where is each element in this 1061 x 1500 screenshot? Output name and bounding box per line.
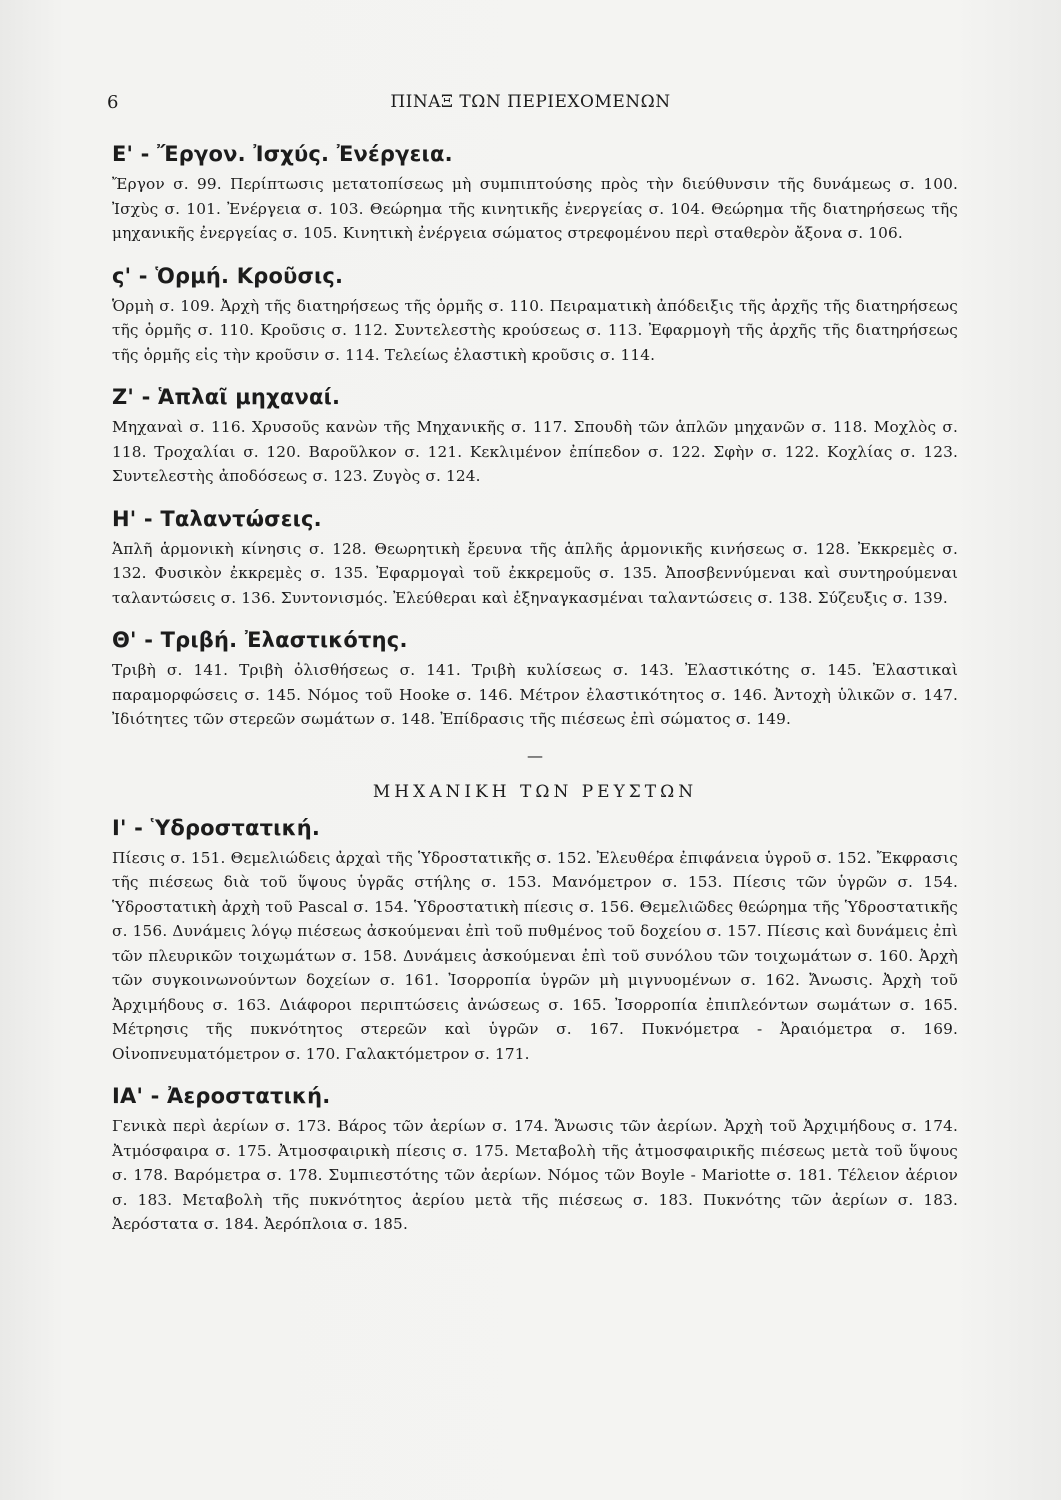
- page-number: 6: [107, 92, 119, 113]
- section-title: Ζ' - Ἁπλαῖ μηχαναί.: [112, 385, 341, 409]
- section-title: Η' - Ταλαντώσεις.: [112, 506, 322, 531]
- part-divider: —: [527, 745, 543, 765]
- toc-section: [112, 142, 958, 246]
- toc-section: [112, 1084, 958, 1237]
- section-title: ΙΑ' - Ἀεροστατική.: [112, 1084, 331, 1108]
- section-body: Ἁπλῆ ἁρμονικὴ κίνησις σ. 128. Θεωρητικὴ ἔρευνα τῆς ἁπλῆς ἁρμονικῆς κινήσεως σ. 128. Ἐκκρεμὲς σ. 132. Φυσικὸν ἐκκρεμὲς σ. 135. Ἐφαρμογαὶ τοῦ ἐκκρεμοῦς σ. 135. Ἀποσβεννύμεναι καὶ συντηρούμεναι ταλαντώσεις σ. 136. Συντονισμός. Ἐλεύθεραι καὶ ἐξηναγκασμέναι ταλαντώσεις σ. 138. Σύζευξις σ. 139.: [112, 539, 958, 607]
- toc-section: [112, 507, 958, 611]
- toc-section: [112, 816, 958, 1067]
- section-title: ς' - Ὁρμή. Κροῦσις.: [112, 263, 344, 288]
- section-title: Θ' - Τριβή. Ἐλαστικότης.: [112, 628, 408, 652]
- table-of-contents: [112, 142, 958, 1255]
- section-title: Ε' - Ἔργον. Ἰσχύς. Ἐνέργεια.: [112, 142, 453, 166]
- section-body: Ἔργον σ. 99. Περίπτωσις μετατοπίσεως μὴ συμπιπτούσης πρὸς τὴν διεύθυνσιν τῆς δυνάμεως σ. 100. Ἰσχὺς σ. 101. Ἐνέργεια σ. 103. Θεώρημα τῆς κινητικῆς ἐνεργείας σ. 104. Θεώρημα τῆς διατηρήσεως τῆς μηχανικῆς ἐνεργείας σ. 105. Κινητικὴ ἐνέργεια σώματος στρεφομένου περὶ σταθερὸν ἄξονα σ. 106.: [112, 175, 958, 242]
- section-title: Ι' - Ὑδροστατική.: [112, 815, 321, 840]
- section-body: Πίεσις σ. 151. Θεμελιώδεις ἀρχαὶ τῆς Ὑδροστατικῆς σ. 152. Ἐλευθέρα ἐπιφάνεια ὑγροῦ σ. 152. Ἔκφρασις τῆς πιέσεως διὰ τοῦ ὕψους ὑγρᾶς στήλης σ. 153. Μανόμετρον σ. 153. Πίεσις τῶν ὑγρῶν σ. 154. Ὑδροστατικὴ ἀρχὴ τοῦ Pascal σ. 154. Ὑδροστατικὴ πίεσις σ. 156. Θεμελιῶδες θεώρημα τῆς Ὑδροστατικῆς σ. 156. Δυνάμεις λόγῳ πιέσεως ἀσκούμεναι ἐπὶ τοῦ πυθμένος τοῦ δοχείου σ. 157. Πίεσις καὶ δυνάμεις ἐπὶ τῶν πλευρικῶν τοιχωμάτων σ. 158. Δυνάμεις ἀσκούμεναι ἐπὶ τοῦ συνόλου τῶν τοιχωμάτων σ. 160. Ἀρχὴ τῶν συγκοινωνούντων δοχείων σ. 161. Ἰσορροπία ὑγρῶν μὴ μιγνυομένων σ. 162. Ἄνωσις. Ἀρχὴ τοῦ Ἀρχιμήδους σ. 163. Διάφοροι περιπτώσεις ἀνώσεως σ. 165. Ἰσορροπία ἐπιπλεόντων σωμάτων σ. 165. Μέτρησις τῆς πυκνότητος στερεῶν καὶ ὑγρῶν σ. 167. Πυκνόμετρα - Ἀραιόμετρα σ. 169. Οἰνοπνευματόμετρον σ. 170. Γαλακτόμετρον σ. 171.: [112, 848, 958, 1063]
- section-body: Τριβὴ σ. 141. Τριβὴ ὀλισθήσεως σ. 141. Τριβὴ κυλίσεως σ. 143. Ἐλαστικότης σ. 145. Ἐλαστικαὶ παραμορφώσεις σ. 145. Νόμος τοῦ Hooke σ. 146. Μέτρον ἐλαστικότητος σ. 146. Ἀντοχὴ ὑλικῶν σ. 147. Ἰδιότητες τῶν στερεῶν σωμάτων σ. 148. Ἐπίδρασις τῆς πιέσεως ἐπὶ σώματος σ. 149.: [112, 661, 958, 728]
- toc-section: [112, 385, 958, 489]
- section-body: Μηχαναὶ σ. 116. Χρυσοῦς κανὼν τῆς Μηχανικῆς σ. 117. Σπουδὴ τῶν ἁπλῶν μηχανῶν σ. 118. Μοχλὸς σ. 118. Τροχαλίαι σ. 120. Βαροῦλκον σ. 121. Κεκλιμένον ἐπίπεδον σ. 122. Σφὴν σ. 122. Κοχλίας σ. 123. Συντελεστὴς ἀποδόσεως σ. 123. Ζυγὸς σ. 124.: [112, 418, 958, 485]
- toc-section: [112, 264, 958, 368]
- section-body: Ὁρμὴ σ. 109. Ἀρχὴ τῆς διατηρήσεως τῆς ὁρμῆς σ. 110. Πειραματικὴ ἀπόδειξις τῆς ἀρχῆς τῆς διατηρήσεως τῆς ὁρμῆς σ. 110. Κροῦσις σ. 112. Συντελεστὴς κρούσεως σ. 113. Ἐφαρμογὴ τῆς ἀρχῆς τῆς διατηρήσεως τῆς ὁρμῆς εἰς τὴν κροῦσιν σ. 114. Τελείως ἐλαστικὴ κροῦσις σ. 114.: [112, 296, 958, 364]
- toc-section: [112, 628, 958, 732]
- part-title: ΜΗΧΑΝΙΚΗ ΤΩΝ ΡΕΥΣΤΩΝ: [372, 781, 698, 802]
- section-body: Γενικὰ περὶ ἀερίων σ. 173. Βάρος τῶν ἀερίων σ. 174. Ἄνωσις τῶν ἀερίων. Ἀρχὴ τοῦ Ἀρχιμήδους σ. 174. Ἀτμόσφαιρα σ. 175. Ἀτμοσφαιρικὴ πίεσις σ. 175. Μεταβολὴ τῆς ἀτμοσφαιρικῆς πιέσεως μετὰ τοῦ ὕψους σ. 178. Βαρόμετρα σ. 178. Συμπιεστότης τῶν ἀερίων. Νόμος τῶν Boyle - Mariotte σ. 181. Τέλειον ἀέριον σ. 183. Μεταβολὴ τῆς πυκνότητος ἀερίου μετὰ τῆς πιέσεως σ. 183. Πυκνότης τῶν ἀερίων σ. 183. Ἀερόστατα σ. 184. Ἀερόπλοια σ. 185.: [112, 1117, 958, 1233]
- running-title: ΠΙΝΑΞ ΤΩΝ ΠΕΡΙΕΧΟΜΕΝΩΝ: [390, 92, 671, 112]
